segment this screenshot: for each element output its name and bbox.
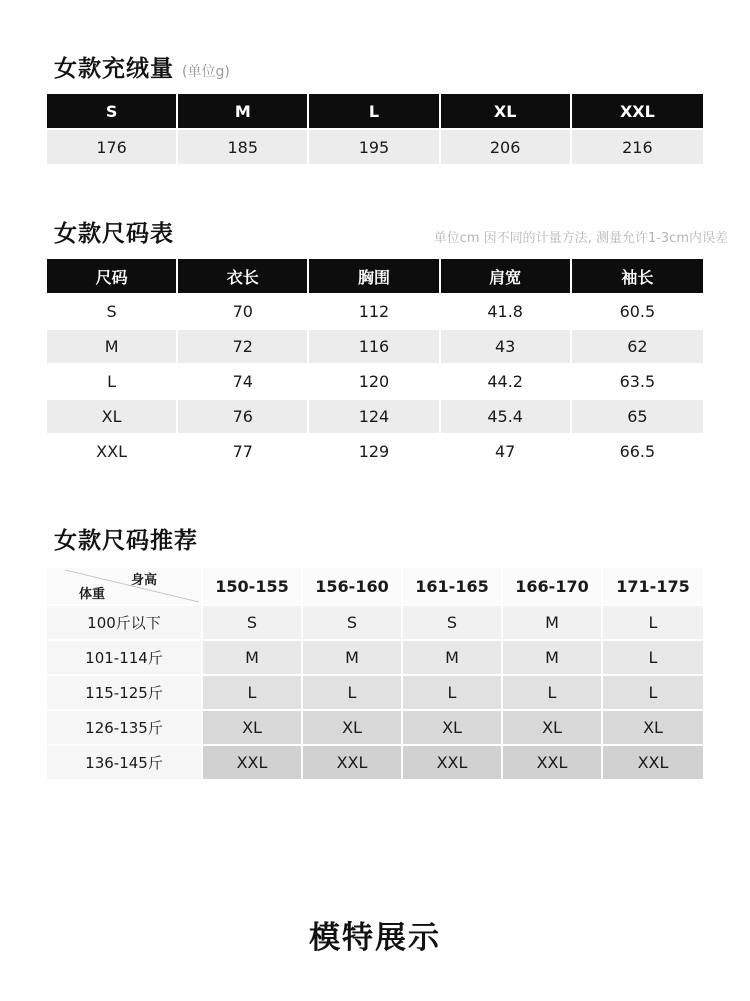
table-cell: L (47, 363, 178, 398)
weight-label: 体重 (79, 587, 106, 602)
recommended-size: M (503, 639, 603, 674)
header-cell: 衣长 (178, 259, 309, 293)
value-cell: 206 (441, 128, 572, 164)
recommended-size: XXL (403, 744, 503, 779)
table-cell: XL (47, 398, 178, 433)
height-label: 身高 (130, 573, 157, 588)
recommended-size: XXL (203, 744, 303, 779)
recommended-size: XL (503, 709, 603, 744)
header-cell: XL (441, 94, 572, 128)
height-range: 161-165 (403, 566, 503, 604)
value-cell: 195 (309, 128, 440, 164)
recommended-size: XL (603, 709, 703, 744)
weight-range: 100斤以下 (47, 604, 203, 639)
table-cell: 120 (309, 363, 440, 398)
table-cell: 47 (441, 433, 572, 468)
header-cell: 胸围 (309, 259, 440, 293)
table-row (47, 293, 703, 328)
table-cell: 77 (178, 433, 309, 468)
table-row (47, 328, 703, 363)
table-row (47, 363, 703, 398)
table-cell: 112 (309, 293, 440, 328)
measurement-note: 单位cm 因不同的计量方法, 测量允许1-3cm内误差 (433, 231, 728, 246)
recommended-size: L (603, 674, 703, 709)
recommended-size: XL (303, 709, 403, 744)
height-header-row (47, 566, 703, 604)
recommended-size: M (403, 639, 503, 674)
header-cell: XXL (572, 94, 703, 128)
value-cell: 216 (572, 128, 703, 164)
table-cell: 44.2 (441, 363, 572, 398)
table-cell: 62 (572, 328, 703, 363)
recommended-size: M (503, 604, 603, 639)
table-row (47, 639, 703, 674)
size-chart-header-row (47, 259, 703, 293)
table-cell: 129 (309, 433, 440, 468)
height-range: 150-155 (203, 566, 303, 604)
size-chart-table (47, 259, 703, 468)
table-row (47, 433, 703, 468)
recommended-size: XXL (503, 744, 603, 779)
recommended-size: L (603, 604, 703, 639)
fill-weight-title-text: 女款充绒量 (54, 56, 174, 82)
recommended-size: L (603, 639, 703, 674)
table-cell: 43 (441, 328, 572, 363)
model-showcase-title: 模特展示 (309, 920, 441, 956)
corner-cell (47, 566, 203, 604)
table-cell: 63.5 (572, 363, 703, 398)
header-cell: S (47, 94, 178, 128)
table-cell: 41.8 (441, 293, 572, 328)
diagonal-divider (47, 568, 201, 604)
height-range: 171-175 (603, 566, 703, 604)
header-cell: L (309, 94, 440, 128)
recommended-size: XL (203, 709, 303, 744)
table-row (47, 674, 703, 709)
table-cell: 76 (178, 398, 309, 433)
value-cell: 176 (47, 128, 178, 164)
recommended-size: L (303, 674, 403, 709)
table-cell: M (47, 328, 178, 363)
fill-weight-unit: (单位g) (182, 64, 230, 80)
fill-weight-table (47, 94, 703, 164)
table-cell: 74 (178, 363, 309, 398)
recommended-size: XXL (303, 744, 403, 779)
height-range: 166-170 (503, 566, 603, 604)
header-cell: M (178, 94, 309, 128)
weight-range: 101-114斤 (47, 639, 203, 674)
table-cell: 60.5 (572, 293, 703, 328)
size-recommendation-table (47, 566, 703, 779)
table-cell: 70 (178, 293, 309, 328)
table-cell: 124 (309, 398, 440, 433)
table-cell: 116 (309, 328, 440, 363)
recommended-size: XL (403, 709, 503, 744)
table-cell: 65 (572, 398, 703, 433)
table-row (47, 744, 703, 779)
table-row (47, 604, 703, 639)
recommended-size: M (303, 639, 403, 674)
recommended-size: L (503, 674, 603, 709)
height-range: 156-160 (303, 566, 403, 604)
table-cell: 66.5 (572, 433, 703, 468)
recommended-size: L (403, 674, 503, 709)
table-row (47, 398, 703, 433)
size-chart-title: 女款尺码表 (54, 221, 174, 247)
recommended-size: M (203, 639, 303, 674)
fill-weight-title (54, 50, 230, 83)
header-cell: 肩宽 (441, 259, 572, 293)
header-cell: 尺码 (47, 259, 178, 293)
recommended-size: S (303, 604, 403, 639)
table-row (47, 709, 703, 744)
table-cell: 72 (178, 328, 309, 363)
recommended-size: L (203, 674, 303, 709)
recommended-size: S (203, 604, 303, 639)
recommended-size: S (403, 604, 503, 639)
recommended-size: XXL (603, 744, 703, 779)
table-cell: XXL (47, 433, 178, 468)
size-recommendation-title: 女款尺码推荐 (54, 528, 198, 554)
weight-range: 115-125斤 (47, 674, 203, 709)
fill-weight-value-row (47, 128, 703, 164)
weight-range: 136-145斤 (47, 744, 203, 779)
value-cell: 185 (178, 128, 309, 164)
fill-weight-header-row (47, 94, 703, 128)
weight-range: 126-135斤 (47, 709, 203, 744)
table-cell: S (47, 293, 178, 328)
table-cell: 45.4 (441, 398, 572, 433)
header-cell: 袖长 (572, 259, 703, 293)
